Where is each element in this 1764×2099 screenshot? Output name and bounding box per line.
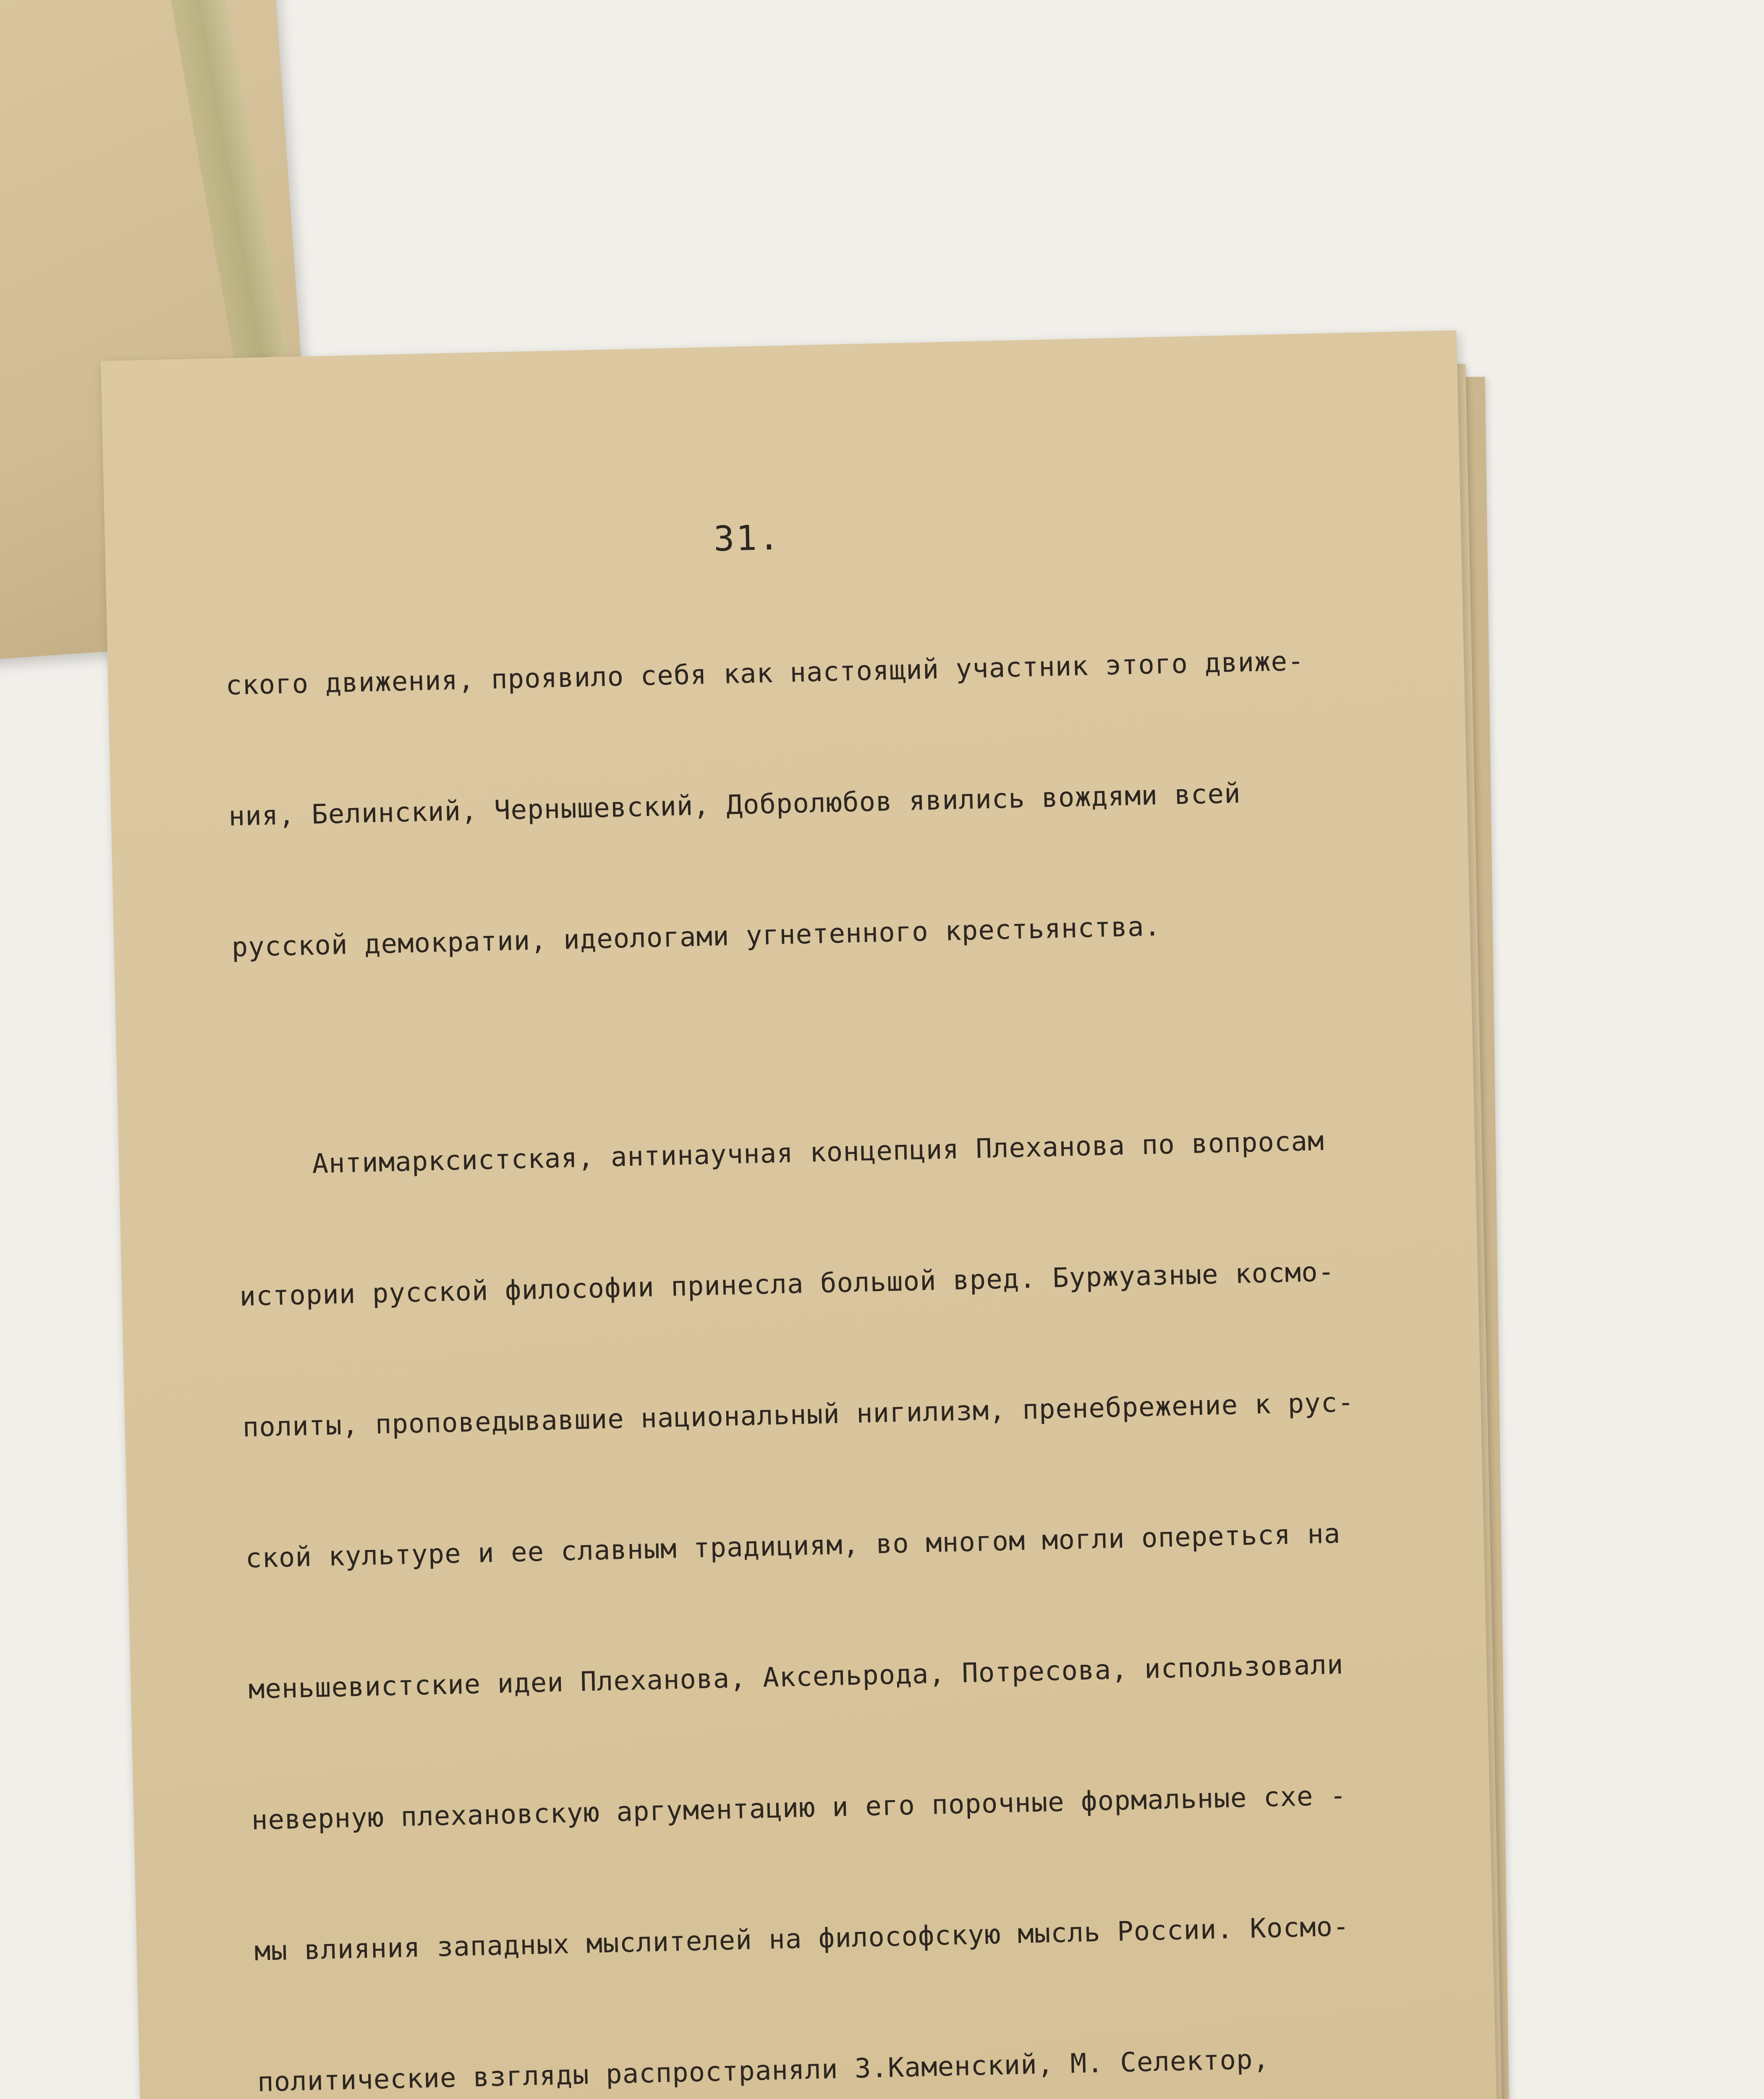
- paragraph-continuation: [223, 551, 1376, 1057]
- text-line: русской демократии, идеологами угнетенного крестьянства.: [231, 911, 1161, 963]
- text-line: Антимарксистская, антинаучная концепция Плеханова по вопросам: [311, 1125, 1325, 1180]
- text-line: истории русской философии принесла большой вред. Буржуазные космо-: [239, 1256, 1335, 1313]
- page-content: [222, 492, 1470, 2099]
- text-line: неверную плехановскую аргументацию и его порочные формальные схе -: [251, 1780, 1347, 1836]
- text-line: ния, Белинский, Чернышевский, Добролюбов явились вождями всей: [228, 778, 1241, 832]
- text-line: мы влияния западных мыслителей на философскую мысль России. Космо-: [254, 1911, 1350, 1967]
- document-page: [101, 330, 1500, 2099]
- text-line: политы, проповедывавшие национальный нигилизм, пренебрежение к рус-: [242, 1387, 1355, 1443]
- page-number: 31.: [713, 518, 782, 559]
- text-line: ской культуре и ее славным традициям, во многом могли опереться на: [245, 1518, 1341, 1574]
- text-line: меньшевистские идеи Плеханова, Аксельрода, Потресова, использовали: [248, 1649, 1344, 1705]
- text-line: ского движения, проявило себя как настоящий участник этого движе-: [225, 646, 1305, 701]
- paragraph-plekhanov-concept: [234, 1031, 1411, 2099]
- text-line: политические взгляды распространяли З.Каменский, М. Селектор,: [257, 2044, 1270, 2098]
